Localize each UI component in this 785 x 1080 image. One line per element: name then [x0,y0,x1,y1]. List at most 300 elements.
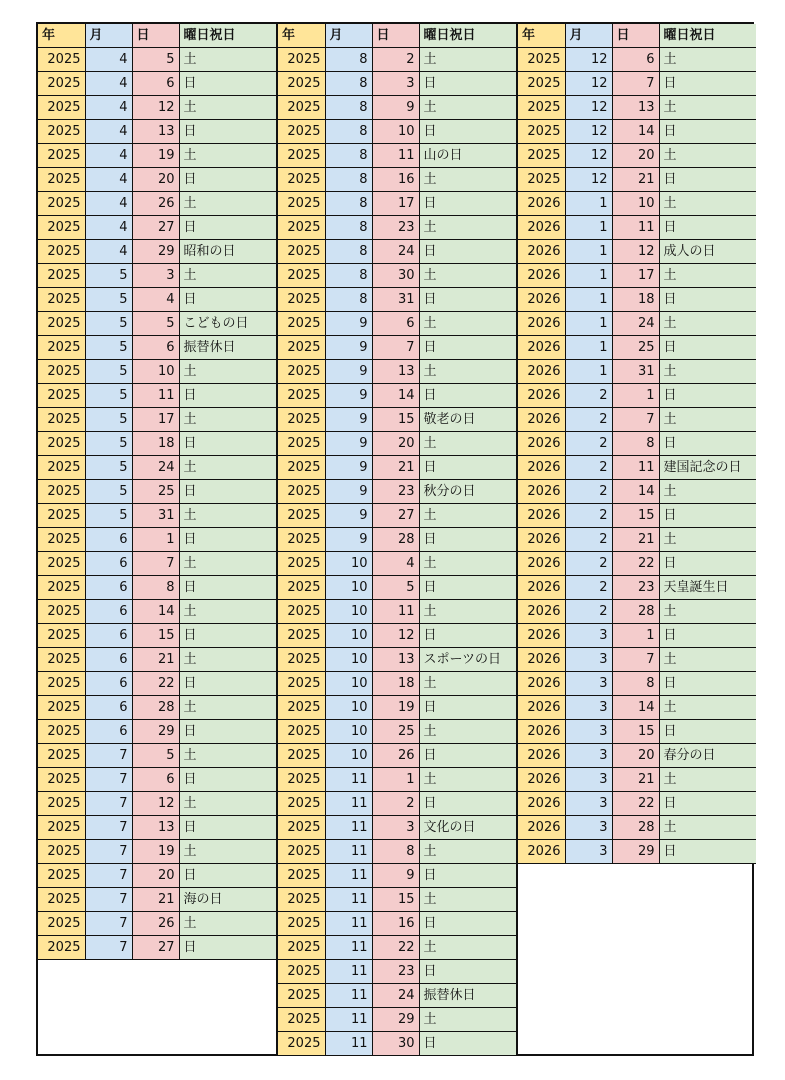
cell-month: 1 [565,312,612,336]
cell-year: 2025 [38,144,85,168]
cell-day: 26 [372,744,419,768]
cell-year: 2025 [278,984,325,1008]
cell-year: 2025 [278,792,325,816]
cell-weekday-holiday: 土 [659,48,756,72]
cell-day: 7 [372,336,419,360]
cell-year: 2026 [518,240,565,264]
cell-weekday-holiday: 秋分の日 [419,480,516,504]
cell-day: 24 [372,984,419,1008]
cell-year: 2026 [518,672,565,696]
cell-year: 2025 [38,504,85,528]
table-row [278,792,516,816]
cell-month: 6 [85,696,132,720]
cell-weekday-holiday: 日 [179,864,276,888]
cell-month: 8 [325,168,372,192]
header-year: 年 [38,24,85,48]
cell-weekday-holiday: 日 [419,456,516,480]
cell-month: 6 [85,576,132,600]
cell-month: 1 [565,240,612,264]
table-row [518,240,756,264]
header-day: 日 [612,24,659,48]
cell-year: 2025 [38,216,85,240]
cell-month: 6 [85,720,132,744]
cell-weekday-holiday: 土 [659,768,756,792]
table-row [278,672,516,696]
cell-year: 2026 [518,696,565,720]
cell-month: 11 [325,840,372,864]
cell-month: 8 [325,48,372,72]
cell-day: 12 [612,240,659,264]
cell-month: 4 [85,48,132,72]
cell-month: 3 [565,720,612,744]
cell-year: 2025 [38,744,85,768]
table-row [38,744,276,768]
table-row [38,552,276,576]
cell-year: 2025 [38,432,85,456]
cell-year: 2025 [38,768,85,792]
table-row [278,408,516,432]
cell-day: 5 [132,744,179,768]
cell-weekday-holiday: 土 [179,408,276,432]
cell-weekday-holiday: 土 [419,600,516,624]
cell-day: 21 [612,768,659,792]
cell-year: 2025 [278,648,325,672]
cell-day: 12 [132,792,179,816]
cell-month: 2 [565,552,612,576]
cell-weekday-holiday: 日 [419,528,516,552]
cell-year: 2025 [278,816,325,840]
cell-month: 3 [565,816,612,840]
cell-day: 31 [132,504,179,528]
cell-year: 2025 [38,648,85,672]
table-row [278,96,516,120]
cell-year: 2025 [278,432,325,456]
cell-weekday-holiday: 日 [419,912,516,936]
table-row [518,816,756,840]
cell-day: 22 [132,672,179,696]
cell-weekday-holiday: 日 [179,768,276,792]
cell-year: 2026 [518,528,565,552]
table-row [278,840,516,864]
cell-day: 2 [372,48,419,72]
cell-year: 2025 [38,336,85,360]
cell-month: 11 [325,888,372,912]
cell-year: 2025 [518,168,565,192]
cell-year: 2025 [38,720,85,744]
cell-day: 14 [612,480,659,504]
cell-weekday-holiday: 振替休日 [419,984,516,1008]
cell-weekday-holiday: 海の日 [179,888,276,912]
cell-weekday-holiday: 土 [659,600,756,624]
header-row [278,24,516,48]
cell-month: 2 [565,600,612,624]
cell-month: 12 [565,72,612,96]
cell-day: 28 [372,528,419,552]
cell-year: 2026 [518,432,565,456]
cell-day: 23 [612,576,659,600]
cell-day: 4 [132,288,179,312]
cell-month: 5 [85,432,132,456]
cell-weekday-holiday: 日 [659,336,756,360]
cell-weekday-holiday: 文化の日 [419,816,516,840]
cell-day: 1 [612,624,659,648]
cell-weekday-holiday: 日 [419,72,516,96]
cell-month: 11 [325,792,372,816]
table-row [38,792,276,816]
cell-month: 1 [565,336,612,360]
cell-weekday-holiday: 日 [659,792,756,816]
table-row [38,888,276,912]
cell-day: 23 [372,480,419,504]
cell-weekday-holiday: 土 [179,48,276,72]
cell-month: 4 [85,144,132,168]
cell-day: 15 [132,624,179,648]
cell-month: 4 [85,168,132,192]
cell-year: 2025 [38,576,85,600]
cell-weekday-holiday: 春分の日 [659,744,756,768]
table-row [38,408,276,432]
cell-weekday-holiday: 土 [419,168,516,192]
header-year: 年 [518,24,565,48]
cell-day: 22 [612,792,659,816]
cell-weekday-holiday: 日 [179,624,276,648]
calendar-block-1 [38,24,276,1054]
cell-day: 22 [372,936,419,960]
cell-weekday-holiday: 土 [659,408,756,432]
cell-weekday-holiday: 土 [419,552,516,576]
cell-weekday-holiday: 日 [419,192,516,216]
cell-day: 17 [612,264,659,288]
table-row [38,648,276,672]
cell-weekday-holiday: 日 [659,624,756,648]
calendar-block-3 [516,24,756,1054]
cell-weekday-holiday: 天皇誕生日 [659,576,756,600]
cell-weekday-holiday: 日 [419,624,516,648]
cell-day: 5 [372,576,419,600]
cell-day: 25 [132,480,179,504]
cell-weekday-holiday: 成人の日 [659,240,756,264]
cell-day: 6 [132,768,179,792]
cell-day: 25 [372,720,419,744]
cell-year: 2025 [38,288,85,312]
cell-month: 1 [565,288,612,312]
table-row [518,360,756,384]
cell-day: 28 [612,816,659,840]
table-row [38,600,276,624]
cell-year: 2025 [278,936,325,960]
table-row [38,360,276,384]
cell-day: 18 [132,432,179,456]
cell-weekday-holiday: 日 [659,72,756,96]
table-row [38,120,276,144]
table-row [38,768,276,792]
cell-day: 6 [372,312,419,336]
cell-weekday-holiday: 日 [179,432,276,456]
cell-day: 31 [372,288,419,312]
cell-weekday-holiday: 土 [659,816,756,840]
cell-weekday-holiday: 日 [659,432,756,456]
cell-weekday-holiday: 日 [419,576,516,600]
cell-weekday-holiday: 日 [179,576,276,600]
table-row [518,336,756,360]
cell-year: 2025 [278,912,325,936]
table-row [38,912,276,936]
cell-year: 2025 [38,192,85,216]
cell-year: 2025 [38,48,85,72]
cell-day: 16 [372,168,419,192]
cell-day: 23 [372,960,419,984]
cell-year: 2026 [518,648,565,672]
cell-weekday-holiday: 日 [659,168,756,192]
cell-month: 10 [325,744,372,768]
table-row [38,384,276,408]
cell-weekday-holiday: 日 [179,72,276,96]
cell-weekday-holiday: 土 [419,48,516,72]
cell-weekday-holiday: 土 [179,840,276,864]
cell-year: 2025 [278,480,325,504]
cell-weekday-holiday: 日 [179,720,276,744]
cell-weekday-holiday: 日 [659,216,756,240]
table-row [278,312,516,336]
cell-month: 9 [325,384,372,408]
cell-weekday-holiday: 日 [659,504,756,528]
cell-day: 1 [612,384,659,408]
cell-year: 2025 [278,288,325,312]
cell-day: 26 [132,192,179,216]
header-month: 月 [565,24,612,48]
table-row [38,864,276,888]
header-year: 年 [278,24,325,48]
cell-month: 7 [85,816,132,840]
table-row [278,600,516,624]
table-row [278,120,516,144]
table-row [518,528,756,552]
table-row [278,720,516,744]
table-row [38,96,276,120]
table-row [278,360,516,384]
cell-year: 2026 [518,576,565,600]
cell-year: 2026 [518,264,565,288]
cell-day: 8 [612,672,659,696]
cell-month: 6 [85,600,132,624]
cell-month: 2 [565,408,612,432]
cell-year: 2025 [278,840,325,864]
table-row [278,1008,516,1032]
cell-weekday-holiday: 土 [659,144,756,168]
cell-month: 11 [325,936,372,960]
table-row [278,768,516,792]
cell-year: 2026 [518,312,565,336]
cell-month: 3 [565,840,612,864]
cell-day: 17 [372,192,419,216]
cell-month: 4 [85,240,132,264]
cell-day: 29 [372,1008,419,1032]
cell-year: 2026 [518,624,565,648]
cell-weekday-holiday: 土 [419,504,516,528]
cell-day: 12 [132,96,179,120]
cell-month: 2 [565,528,612,552]
cell-year: 2026 [518,408,565,432]
cell-year: 2025 [38,384,85,408]
table-row [38,264,276,288]
cell-weekday-holiday: 日 [179,528,276,552]
cell-day: 19 [132,840,179,864]
cell-year: 2025 [278,888,325,912]
cell-day: 20 [132,168,179,192]
cell-month: 2 [565,456,612,480]
cell-year: 2025 [38,696,85,720]
cell-month: 6 [85,648,132,672]
cell-day: 29 [612,840,659,864]
cell-day: 9 [372,864,419,888]
cell-day: 21 [612,528,659,552]
cell-weekday-holiday: 土 [659,264,756,288]
cell-day: 7 [612,72,659,96]
table-row [38,192,276,216]
cell-month: 5 [85,264,132,288]
cell-year: 2026 [518,720,565,744]
table-row [38,816,276,840]
cell-month: 8 [325,192,372,216]
cell-day: 13 [372,648,419,672]
cell-month: 5 [85,288,132,312]
cell-day: 23 [372,216,419,240]
table-row [278,288,516,312]
cell-month: 8 [325,264,372,288]
table-row [278,264,516,288]
cell-weekday-holiday: 日 [659,384,756,408]
cell-month: 10 [325,696,372,720]
table-row [278,648,516,672]
cell-year: 2025 [278,408,325,432]
table-row [518,480,756,504]
cell-weekday-holiday: 土 [179,192,276,216]
table-row [38,336,276,360]
cell-month: 5 [85,480,132,504]
cell-month: 2 [565,480,612,504]
cell-month: 1 [565,192,612,216]
cell-day: 31 [612,360,659,384]
cell-day: 19 [132,144,179,168]
cell-weekday-holiday: 日 [179,672,276,696]
cell-weekday-holiday: 土 [179,360,276,384]
header-month: 月 [85,24,132,48]
cell-day: 21 [612,168,659,192]
cell-year: 2026 [518,768,565,792]
cell-month: 8 [325,96,372,120]
cell-month: 10 [325,720,372,744]
table-row [278,480,516,504]
cell-weekday-holiday: 日 [659,120,756,144]
table-row [38,528,276,552]
cell-month: 9 [325,432,372,456]
cell-year: 2026 [518,504,565,528]
cell-weekday-holiday: 土 [179,144,276,168]
cell-month: 7 [85,912,132,936]
cell-weekday-holiday: 土 [179,96,276,120]
cell-weekday-holiday: 土 [659,480,756,504]
cell-day: 7 [612,648,659,672]
cell-year: 2025 [38,72,85,96]
cell-year: 2025 [38,792,85,816]
header-weekday-holiday: 曜日祝日 [659,24,756,48]
table-row [278,192,516,216]
cell-month: 10 [325,600,372,624]
table-row [278,1032,516,1056]
cell-day: 14 [132,600,179,624]
cell-year: 2025 [38,840,85,864]
cell-weekday-holiday: 土 [659,192,756,216]
holiday-calendar-sheet [36,22,754,1056]
cell-year: 2025 [278,504,325,528]
cell-day: 14 [372,384,419,408]
cell-weekday-holiday: 日 [179,120,276,144]
cell-month: 1 [565,264,612,288]
table-row [38,456,276,480]
cell-weekday-holiday: 日 [419,744,516,768]
table-row [38,672,276,696]
cell-weekday-holiday: こどもの日 [179,312,276,336]
table-row [518,288,756,312]
cell-weekday-holiday: 土 [179,456,276,480]
cell-day: 10 [132,360,179,384]
cell-weekday-holiday: 土 [659,96,756,120]
cell-year: 2025 [278,456,325,480]
cell-weekday-holiday: 土 [419,720,516,744]
table-row [278,744,516,768]
cell-month: 3 [565,744,612,768]
cell-day: 11 [612,216,659,240]
cell-year: 2026 [518,792,565,816]
table-row [518,384,756,408]
cell-day: 11 [132,384,179,408]
cell-weekday-holiday: 土 [419,360,516,384]
cell-day: 29 [132,720,179,744]
cell-year: 2025 [38,600,85,624]
table-row [518,720,756,744]
cell-year: 2026 [518,456,565,480]
cell-year: 2025 [278,192,325,216]
cell-year: 2025 [278,384,325,408]
table-row [278,576,516,600]
cell-year: 2026 [518,360,565,384]
cell-day: 9 [372,96,419,120]
table-row [38,696,276,720]
cell-weekday-holiday: 敬老の日 [419,408,516,432]
table-row [38,576,276,600]
cell-month: 7 [85,768,132,792]
table-row [518,792,756,816]
cell-month: 2 [565,576,612,600]
cell-day: 8 [372,840,419,864]
cell-year: 2026 [518,552,565,576]
cell-weekday-holiday: 日 [659,552,756,576]
table-row [518,624,756,648]
cell-day: 27 [132,936,179,960]
table-row [38,504,276,528]
cell-day: 24 [612,312,659,336]
cell-month: 10 [325,648,372,672]
cell-weekday-holiday: 土 [419,888,516,912]
cell-day: 11 [372,144,419,168]
cell-month: 7 [85,840,132,864]
cell-weekday-holiday: 土 [659,360,756,384]
cell-weekday-holiday: 土 [419,432,516,456]
cell-day: 28 [132,696,179,720]
table-row [518,768,756,792]
table-row [38,144,276,168]
cell-year: 2026 [518,336,565,360]
